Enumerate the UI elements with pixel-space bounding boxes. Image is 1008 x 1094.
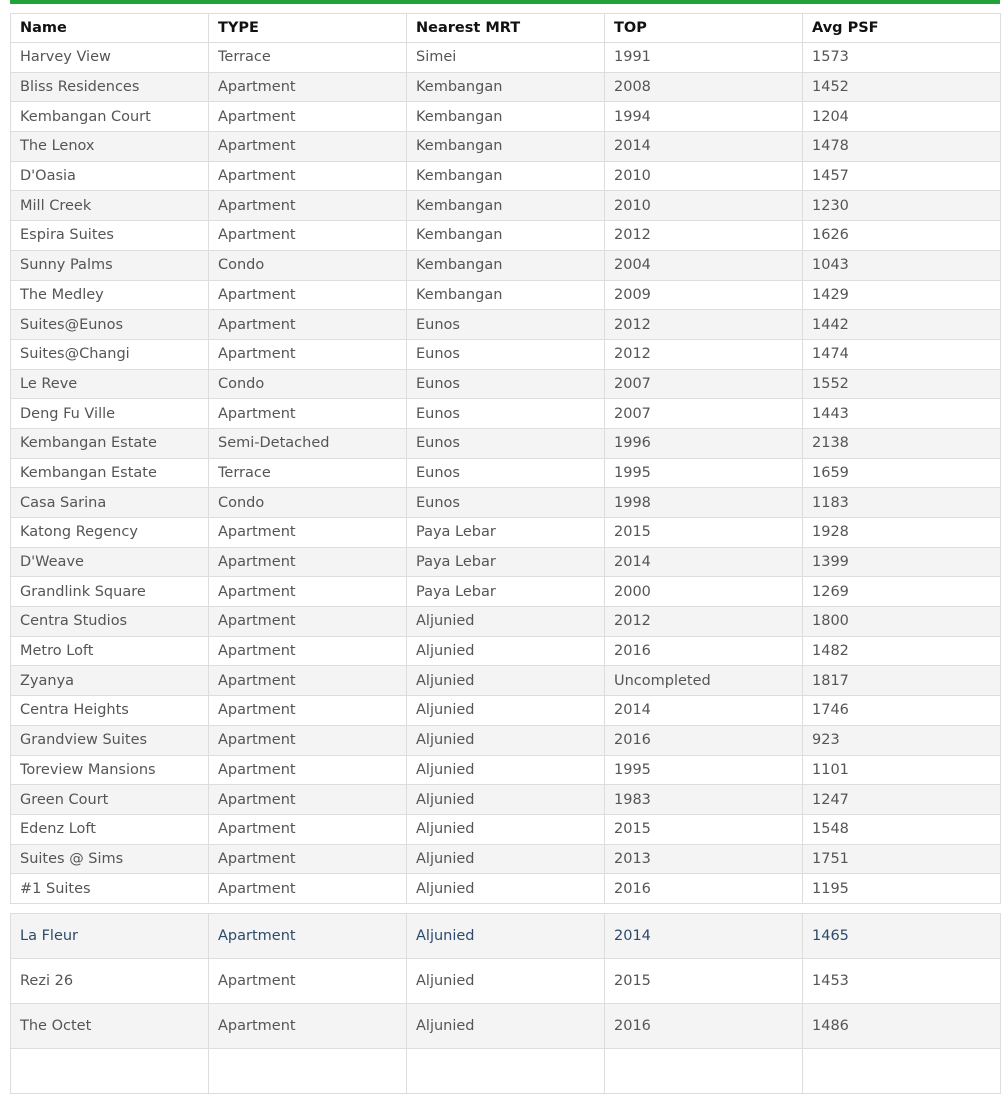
table-cell: Eunos <box>407 339 605 369</box>
table-cell: Kembangan <box>407 102 605 132</box>
table-body <box>11 43 1001 904</box>
table-cell: 2138 <box>803 428 1001 458</box>
table-cell: 1928 <box>803 518 1001 548</box>
table-cell: 2016 <box>605 725 803 755</box>
header-type: TYPE <box>209 14 407 43</box>
table-cell <box>407 1048 605 1093</box>
table-cell: Aljunied <box>407 814 605 844</box>
table-cell: Apartment <box>209 221 407 251</box>
table-cell: Apartment <box>209 844 407 874</box>
table-cell: Aljunied <box>407 725 605 755</box>
table-row <box>11 814 1001 844</box>
table-cell: 1659 <box>803 458 1001 488</box>
table-cell: 1994 <box>605 102 803 132</box>
property-tables <box>10 13 1000 1094</box>
property-table-continued <box>10 913 1001 1094</box>
table-cell: Kembangan <box>407 161 605 191</box>
table-cell: 2015 <box>605 518 803 548</box>
table-cell: 1626 <box>803 221 1001 251</box>
table-cell: Kembangan <box>407 132 605 162</box>
table-cell: 1442 <box>803 310 1001 340</box>
table-cell: 2010 <box>605 161 803 191</box>
table-row <box>11 547 1001 577</box>
table-cell: Apartment <box>209 607 407 637</box>
table-cell: Green Court <box>11 785 209 815</box>
table-body-continued <box>11 913 1001 1093</box>
table-cell: Paya Lebar <box>407 577 605 607</box>
table-cell: 1548 <box>803 814 1001 844</box>
table-cell: 2007 <box>605 369 803 399</box>
table-cell: Deng Fu Ville <box>11 399 209 429</box>
table-cell: Aljunied <box>407 874 605 904</box>
table-cell: 1995 <box>605 755 803 785</box>
table-cell: 2014 <box>605 696 803 726</box>
table-cell: 1101 <box>803 755 1001 785</box>
header-avg-psf: Avg PSF <box>803 14 1001 43</box>
table-row <box>11 280 1001 310</box>
table-row <box>11 785 1001 815</box>
table-cell: 1399 <box>803 547 1001 577</box>
table-cell: #1 Suites <box>11 874 209 904</box>
table-cell: Kembangan <box>407 221 605 251</box>
table-cell: La Fleur <box>11 913 209 958</box>
table-cell: Semi-Detached <box>209 428 407 458</box>
header-nearest-mrt: Nearest MRT <box>407 14 605 43</box>
table-cell: Apartment <box>209 666 407 696</box>
table-cell: 2000 <box>605 577 803 607</box>
table-cell: Apartment <box>209 102 407 132</box>
table-cell: Aljunied <box>407 844 605 874</box>
table-cell: 1457 <box>803 161 1001 191</box>
table-cell: Paya Lebar <box>407 547 605 577</box>
table-cell: Centra Heights <box>11 696 209 726</box>
table-cell: 1429 <box>803 280 1001 310</box>
table-cell: Aljunied <box>407 755 605 785</box>
table-cell: Paya Lebar <box>407 518 605 548</box>
table-cell: Apartment <box>209 310 407 340</box>
table-cell: 1474 <box>803 339 1001 369</box>
table-cell: Kembangan <box>407 72 605 102</box>
table-cell: Kembangan <box>407 191 605 221</box>
table-gap <box>10 904 1000 913</box>
table-cell: 2012 <box>605 310 803 340</box>
table-row <box>11 1048 1001 1093</box>
table-row <box>11 488 1001 518</box>
table-cell: 2014 <box>605 132 803 162</box>
table-row <box>11 577 1001 607</box>
table-cell: Aljunied <box>407 913 605 958</box>
table-cell: Suites@Changi <box>11 339 209 369</box>
table-cell: Apartment <box>209 161 407 191</box>
table-row <box>11 666 1001 696</box>
table-cell: Metro Loft <box>11 636 209 666</box>
table-cell: 2007 <box>605 399 803 429</box>
table-cell: 1043 <box>803 250 1001 280</box>
table-cell: 1573 <box>803 43 1001 73</box>
table-cell: 2015 <box>605 814 803 844</box>
table-cell: Condo <box>209 488 407 518</box>
table-cell: 1800 <box>803 607 1001 637</box>
table-cell: 2014 <box>605 913 803 958</box>
table-cell: 2015 <box>605 958 803 1003</box>
table-cell: 1453 <box>803 958 1001 1003</box>
table-cell: Apartment <box>209 339 407 369</box>
table-cell: Toreview Mansions <box>11 755 209 785</box>
table-cell: Apartment <box>209 518 407 548</box>
table-cell: Apartment <box>209 132 407 162</box>
table-cell: 2012 <box>605 339 803 369</box>
table-cell: Eunos <box>407 369 605 399</box>
table-cell: Bliss Residences <box>11 72 209 102</box>
table-cell: 2012 <box>605 221 803 251</box>
table-row <box>11 636 1001 666</box>
table-cell: Aljunied <box>407 785 605 815</box>
table-cell: Apartment <box>209 814 407 844</box>
header-name: Name <box>11 14 209 43</box>
table-cell: 1486 <box>803 1003 1001 1048</box>
table-cell: 1465 <box>803 913 1001 958</box>
table-cell: 1230 <box>803 191 1001 221</box>
table-cell: 923 <box>803 725 1001 755</box>
table-cell: 1183 <box>803 488 1001 518</box>
table-row <box>11 310 1001 340</box>
table-cell: Edenz Loft <box>11 814 209 844</box>
table-row <box>11 369 1001 399</box>
table-row <box>11 844 1001 874</box>
table-cell: Suites @ Sims <box>11 844 209 874</box>
table-cell: Aljunied <box>407 607 605 637</box>
table-cell: 2016 <box>605 636 803 666</box>
table-cell: 1452 <box>803 72 1001 102</box>
table-cell: Terrace <box>209 458 407 488</box>
table-cell: Aljunied <box>407 696 605 726</box>
table-cell: 1478 <box>803 132 1001 162</box>
table-cell: 2010 <box>605 191 803 221</box>
table-row <box>11 428 1001 458</box>
table-cell: Apartment <box>209 785 407 815</box>
table-cell: 2009 <box>605 280 803 310</box>
table-cell: Kembangan Estate <box>11 428 209 458</box>
table-cell: D'Weave <box>11 547 209 577</box>
table-row <box>11 518 1001 548</box>
table-cell: 1751 <box>803 844 1001 874</box>
table-cell: Apartment <box>209 636 407 666</box>
table-row <box>11 913 1001 958</box>
table-row <box>11 399 1001 429</box>
table-row <box>11 221 1001 251</box>
table-cell: 1195 <box>803 874 1001 904</box>
table-cell: Uncompleted <box>605 666 803 696</box>
table-cell: Eunos <box>407 488 605 518</box>
table-cell: The Medley <box>11 280 209 310</box>
table-cell: 2013 <box>605 844 803 874</box>
table-cell: 1983 <box>605 785 803 815</box>
table-cell: Eunos <box>407 399 605 429</box>
table-cell <box>11 1048 209 1093</box>
table-header-row <box>11 14 1001 43</box>
table-cell <box>209 1048 407 1093</box>
table-cell: Apartment <box>209 399 407 429</box>
table-cell: Eunos <box>407 310 605 340</box>
table-row <box>11 191 1001 221</box>
table-cell: Apartment <box>209 755 407 785</box>
table-cell: Sunny Palms <box>11 250 209 280</box>
table-cell: 1482 <box>803 636 1001 666</box>
table-cell: Simei <box>407 43 605 73</box>
table-row <box>11 696 1001 726</box>
table-cell: 1269 <box>803 577 1001 607</box>
table-cell: 1991 <box>605 43 803 73</box>
table-cell: 1995 <box>605 458 803 488</box>
table-cell: Kembangan Court <box>11 102 209 132</box>
table-cell: Apartment <box>209 725 407 755</box>
table-cell: Kembangan Estate <box>11 458 209 488</box>
table-cell: Apartment <box>209 1003 407 1048</box>
table-cell: Condo <box>209 250 407 280</box>
table-cell: Le Reve <box>11 369 209 399</box>
table-cell: Apartment <box>209 547 407 577</box>
table-row <box>11 102 1001 132</box>
table-cell: 2016 <box>605 1003 803 1048</box>
table-cell: Grandlink Square <box>11 577 209 607</box>
table-cell: Katong Regency <box>11 518 209 548</box>
table-cell: Aljunied <box>407 1003 605 1048</box>
table-cell: Centra Studios <box>11 607 209 637</box>
table-cell: 2004 <box>605 250 803 280</box>
table-cell <box>605 1048 803 1093</box>
table-row <box>11 458 1001 488</box>
table-cell: Apartment <box>209 874 407 904</box>
table-cell: 1998 <box>605 488 803 518</box>
table-cell: Kembangan <box>407 280 605 310</box>
table-cell: 1204 <box>803 102 1001 132</box>
table-row <box>11 725 1001 755</box>
table-cell: Apartment <box>209 696 407 726</box>
table-row <box>11 43 1001 73</box>
table-cell: Apartment <box>209 72 407 102</box>
table-cell: Rezi 26 <box>11 958 209 1003</box>
table-cell: Eunos <box>407 458 605 488</box>
table-row <box>11 874 1001 904</box>
table-cell: Apartment <box>209 958 407 1003</box>
table-cell: Zyanya <box>11 666 209 696</box>
table-cell: 2016 <box>605 874 803 904</box>
table-cell: 2014 <box>605 547 803 577</box>
table-cell: The Octet <box>11 1003 209 1048</box>
table-cell: 1443 <box>803 399 1001 429</box>
table-cell: 1247 <box>803 785 1001 815</box>
table-cell: 2012 <box>605 607 803 637</box>
table-row <box>11 755 1001 785</box>
table-row <box>11 1003 1001 1048</box>
table-row <box>11 607 1001 637</box>
table-cell: 1552 <box>803 369 1001 399</box>
table-cell: Mill Creek <box>11 191 209 221</box>
table-cell: Apartment <box>209 913 407 958</box>
table-cell: 1996 <box>605 428 803 458</box>
table-row <box>11 72 1001 102</box>
table-cell: 1746 <box>803 696 1001 726</box>
table-cell: Apartment <box>209 577 407 607</box>
table-cell: Aljunied <box>407 636 605 666</box>
header-top: TOP <box>605 14 803 43</box>
table-cell: Grandview Suites <box>11 725 209 755</box>
table-row <box>11 132 1001 162</box>
table-cell: Kembangan <box>407 250 605 280</box>
table-cell: Apartment <box>209 280 407 310</box>
table-cell: 2008 <box>605 72 803 102</box>
table-cell: Aljunied <box>407 958 605 1003</box>
table-row <box>11 161 1001 191</box>
table-cell: Aljunied <box>407 666 605 696</box>
table-cell: Suites@Eunos <box>11 310 209 340</box>
table-cell: Eunos <box>407 428 605 458</box>
table-cell <box>803 1048 1001 1093</box>
table-cell: Casa Sarina <box>11 488 209 518</box>
table-cell: Terrace <box>209 43 407 73</box>
table-cell: D'Oasia <box>11 161 209 191</box>
property-table <box>10 13 1001 904</box>
table-row <box>11 339 1001 369</box>
table-cell: Harvey View <box>11 43 209 73</box>
top-accent-bar <box>10 0 1000 4</box>
table-row <box>11 958 1001 1003</box>
table-row <box>11 250 1001 280</box>
table-cell: Espira Suites <box>11 221 209 251</box>
table-cell: Apartment <box>209 191 407 221</box>
table-cell: The Lenox <box>11 132 209 162</box>
table-cell: Condo <box>209 369 407 399</box>
table-cell: 1817 <box>803 666 1001 696</box>
